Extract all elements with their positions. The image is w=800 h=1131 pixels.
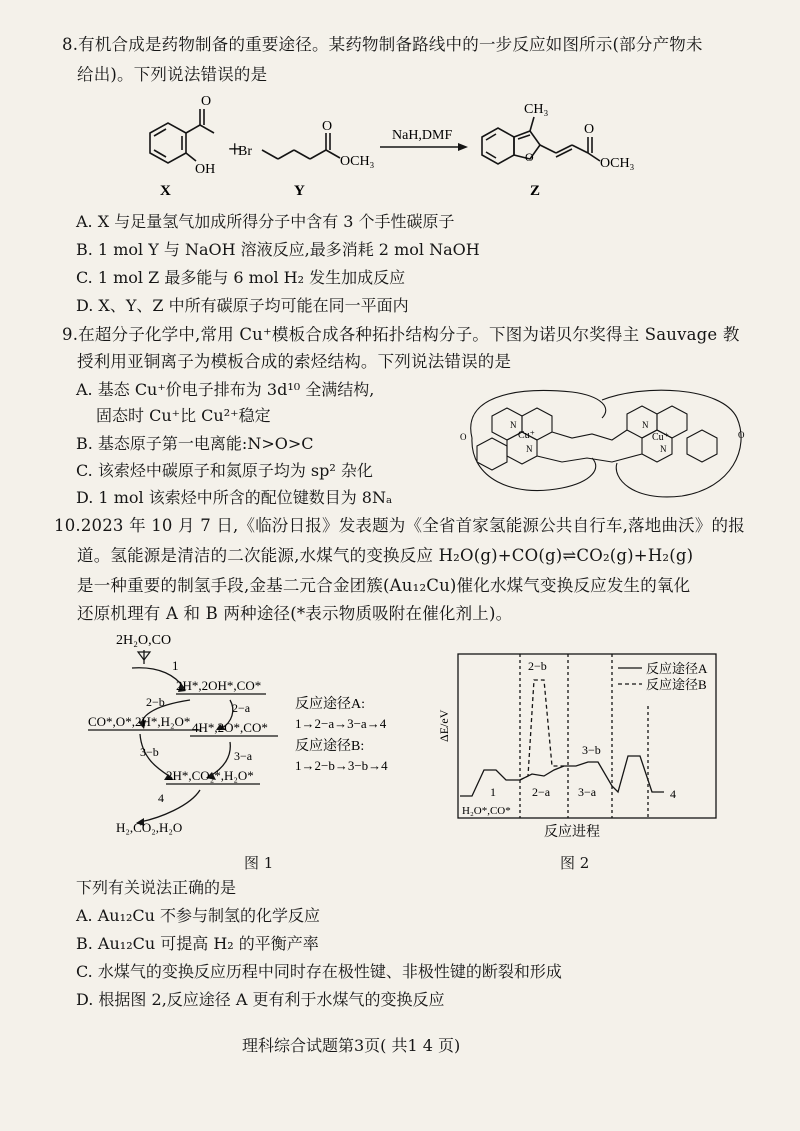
fig2-caption: 图 2: [560, 854, 590, 872]
page-footer: 理科综合试题第3页( 共1 4 页): [242, 1036, 461, 1055]
o-atom-2: O: [738, 430, 745, 440]
figure2-energy-diagram: [432, 646, 722, 846]
fig1-caption: 图 1: [244, 854, 274, 872]
fig1-label-3a: 3−a: [234, 749, 253, 763]
pathB-curve: [520, 680, 564, 780]
cu-right: Cu⁺: [652, 432, 669, 443]
x-oh: OH: [195, 162, 216, 177]
q9-option-b: B. 基态原子第一电离能:N>O>C: [76, 434, 314, 453]
z-furan-o: O: [525, 150, 534, 164]
q9-option-c: C. 该索烃中碳原子和氮原子均为 sp² 杂化: [76, 461, 373, 480]
plus-sign: +: [228, 137, 242, 163]
q8-option-d: D. X、Y、Z 中所有碳原子均可能在同一平面内: [76, 296, 409, 315]
fig1-pathA: 1→2−a→3−a→4: [295, 716, 387, 731]
o-atom-1: O: [460, 432, 467, 442]
q10-option-c: C. 水煤气的变换反应历程中同时存在极性键、非极性键的断裂和形成: [76, 962, 562, 981]
fig1-label-3b: 3−b: [140, 745, 159, 759]
q8-option-b: B. 1 mol Y 与 NaOH 溶液反应,最多消耗 2 mol NaOH: [76, 240, 480, 259]
fig1-pathA-title: 反应途径A:: [295, 697, 365, 712]
n-atom-4: N: [660, 444, 667, 454]
n-atom-1: N: [510, 420, 517, 430]
z-carbonyl-o: O: [584, 122, 595, 137]
q8-option-a: A. X 与足量氢气加成所得分子中含有 3 个手性碳原子: [76, 212, 455, 231]
fig1-state-left: CO*,O*,2H*,H₂O*: [88, 714, 191, 729]
n-atom-3: N: [642, 420, 649, 430]
q10-stem-line4: 还原机理有 A 和 B 两种途径(*表示物质吸附在催化剂上)。: [77, 604, 513, 623]
fig1-label-4: 4: [158, 791, 164, 805]
fig1-label-1: 1: [172, 658, 179, 673]
q8-option-c: C. 1 mol Z 最多能与 6 mol H₂ 发生加成反应: [76, 268, 406, 287]
fig1-label-2a: 2−a: [232, 701, 251, 715]
n-atom-2: N: [526, 444, 533, 454]
q9-option-a: A. 基态 Cu⁺价电子排布为 3d¹⁰ 全满结构,: [76, 380, 375, 399]
q10-stem-line1: 10.2023 年 10 月 7 日,《临汾日报》发表题为《全省首家氢能源公共自行车,落地曲沃》的报: [54, 516, 745, 535]
fig1-state-mid: 4H*,2O*,CO*: [192, 720, 268, 735]
fig1-pathB-title: 反应途径B:: [295, 739, 365, 754]
q10-prompt: 下列有关说法正确的是: [76, 878, 237, 897]
fig1-pathB: 1→2−b→3−b→4: [295, 758, 388, 773]
q9-option-d: D. 1 mol 该索烃中所含的配位键数目为 8Nₐ: [76, 488, 393, 507]
cu-left: Cu⁺: [518, 430, 535, 441]
y-och3: OCH₃: [340, 154, 375, 169]
fig2-label-4: 4: [670, 787, 676, 801]
fig2-label-2b: 2−b: [528, 659, 547, 673]
fig2-start-label: H₂O*,CO*: [462, 805, 511, 817]
fig2-legend-b: 反应途径B: [646, 677, 707, 692]
q10-option-b: B. Au₁₂Cu 可提高 H₂ 的平衡产率: [76, 934, 319, 953]
catenane-figure: [452, 378, 752, 508]
q10-option-a: A. Au₁₂Cu 不参与制氢的化学反应: [76, 906, 321, 925]
figure1-mechanism: [80, 630, 420, 840]
x-benzene-ring: [150, 123, 186, 163]
z-och3: OCH₃: [600, 156, 635, 171]
left-ring: [471, 391, 606, 491]
fig1-bottom-products: H₂,CO₂,H₂O: [116, 820, 183, 835]
fig1-state-1: 2H*,2OH*,CO*: [176, 678, 262, 693]
z-label: Z: [530, 183, 541, 199]
fig1-label-2b: 2−b: [146, 695, 165, 709]
q9-stem-line2: 授利用亚铜离子为模板合成的索烃结构。下列说法错误的是: [77, 352, 512, 371]
q8-stem-line1: 8.有机合成是药物制备的重要途径。某药物制备路线中的一步反应如图所示(部分产物未: [62, 35, 703, 54]
q10-stem-line2: 道。氢能源是清洁的二次能源,水煤气的变换反应 H₂O(g)+CO(g)⇌CO₂(g)+H₂(g): [77, 546, 694, 565]
y-label: Y: [294, 183, 305, 199]
q8-reaction-scheme: [110, 95, 670, 200]
fig2-label-1: 1: [490, 785, 496, 799]
q10-stem-line3: 是一种重要的制氢手段,金基二元合金团簇(Au₁₂Cu)催化水煤气变换反应发生的氧化: [77, 576, 691, 595]
fig2-legend-a: 反应途径A: [646, 661, 708, 676]
q8-stem-line2: 给出)。下列说法错误的是: [77, 65, 268, 84]
y-carbonyl-o: O: [322, 119, 333, 134]
z-benzene-ring: [482, 128, 514, 164]
fig2-xlabel: 反应进程: [544, 825, 600, 840]
fig1-top-reactants: 2H₂O,CO: [116, 633, 172, 648]
fig2-ylabel: ΔE/eV: [437, 709, 451, 742]
reagent-label: NaH,DMF: [392, 128, 453, 143]
q10-option-d: D. 根据图 2,反应途径 A 更有利于水煤气的变换反应: [76, 990, 445, 1009]
fig2-label-3a: 3−a: [578, 785, 597, 799]
fig2-label-3b: 3−b: [582, 743, 601, 757]
x-ketone-o: O: [201, 95, 212, 109]
y-br: Br: [238, 144, 252, 159]
x-label: X: [160, 183, 171, 199]
z-ch3: CH₃: [524, 102, 549, 117]
fig2-label-2a: 2−a: [532, 785, 551, 799]
q9-option-a-cont: 固态时 Cu⁺比 Cu²⁺稳定: [96, 406, 271, 425]
fig1-state-3: 2H*,CO₂*,H₂O*: [166, 768, 254, 783]
q9-stem-line1: 9.在超分子化学中,常用 Cu⁺模板合成各种拓扑结构分子。下图为诺贝尔奖得主 Sauvage 教: [62, 325, 740, 344]
